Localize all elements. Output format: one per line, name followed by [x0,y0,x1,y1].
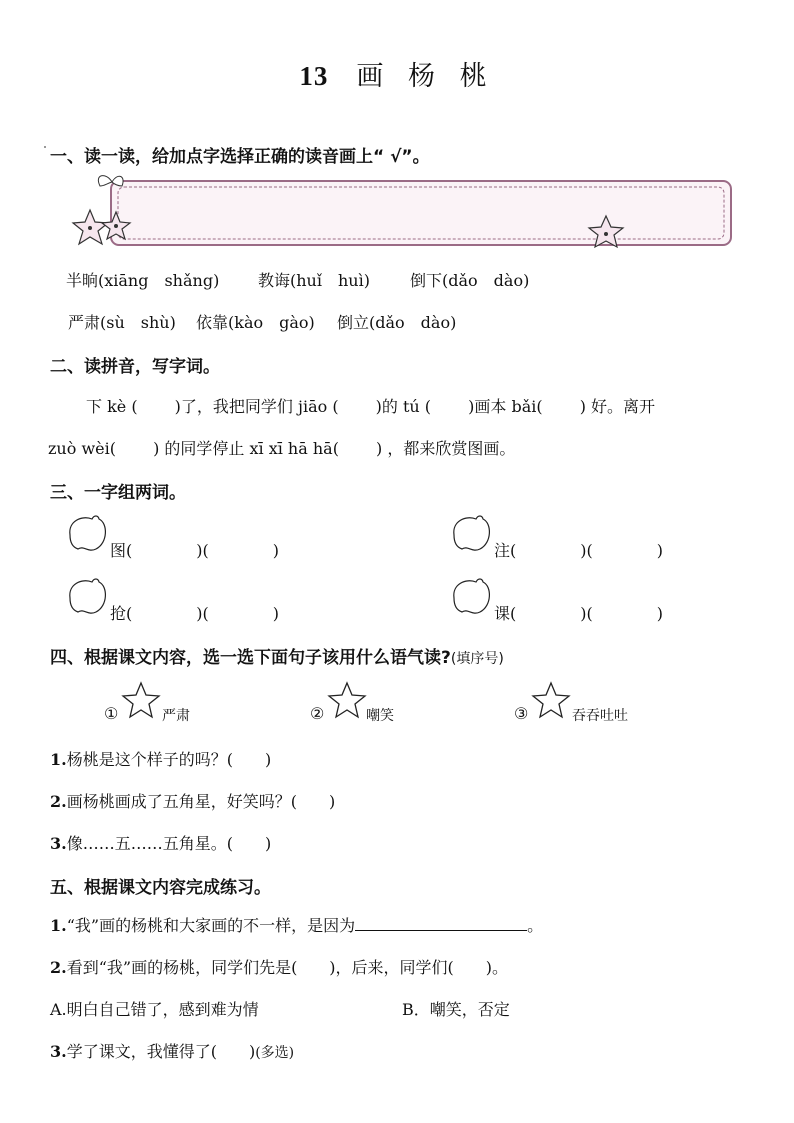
lesson-number: 13 [299,61,329,91]
option-1 [104,704,118,723]
question-end: 。 [527,916,544,935]
s3-item-1: 图( )( ) [110,541,279,560]
question-number: 3. [50,834,67,853]
section4-heading-note: (填序号) [450,651,504,667]
s1-item-5: 依靠(kào gào) [196,313,315,332]
leaf-icon [450,513,494,555]
section1-heading: 一、读一读，给加点字选择正确的读音画上“ √”。 [50,147,430,167]
question-number: 1. [50,916,67,935]
answer-line[interactable] [355,914,527,931]
s3-item-2: 注( )( ) [494,541,663,560]
option-2 [310,704,324,723]
star-icon [120,680,162,720]
section2-heading: 二、读拼音，写字词。 [50,357,220,377]
question-number: 2. [50,792,67,811]
section4-heading-text: 四、根据课文内容，选一选下面句子该用什么语气读? [50,648,451,668]
question-number: 1. [50,750,67,769]
decorative-frame [66,170,744,260]
s5-question-1 [50,913,543,936]
question-text: 画杨桃画成了五角星，好笑吗？( ) [66,792,336,811]
question-text: 杨桃是这个样子的吗？( ) [66,750,272,769]
question-number: 3. [50,1042,67,1061]
option-label: 嘲笑 [366,708,394,724]
section3-heading: 三、一字组两词。 [50,483,186,503]
star-icon [530,680,572,720]
section4-heading [50,643,504,668]
s1-item-4: 严肃(sù shù) [68,313,176,332]
s3-item-3: 抢( )( ) [110,604,279,623]
s4-question-2 [50,789,335,812]
leaf-icon [66,576,110,618]
question-text: 看到“我”画的杨桃，同学们先是( )，后来，同学们( )。 [66,958,509,977]
section5-heading: 五、根据课文内容完成练习。 [50,878,271,898]
s4-question-1 [50,747,271,770]
s4-question-3 [50,831,271,854]
question-text: 像……五……五角星。( ) [66,834,272,853]
s2-line-2: zuò wèi( ) 的同学停止 xī xī hā hā( ) ，都来欣赏图画。 [48,439,516,458]
s5-question-2 [50,955,508,978]
s1-item-3: 倒下(dǎo dào) [410,271,530,290]
s5-question-3 [50,1039,294,1062]
leaf-icon [450,576,494,618]
s5-option-b: B．嘲笑，否定 [402,1000,510,1019]
s3-item-4: 课( )( ) [494,604,663,623]
option-number: ① [104,704,119,723]
page-title [0,54,794,93]
s2-line-1: 下 kè ( )了，我把同学们 jiāo ( )的 tú ( )画本 bǎi( ) 好。离开 [86,397,656,416]
s5-option-a: A.明白自己错了，感到难为情 [50,1000,259,1019]
s1-item-1: 半晌(xiāng shǎng) [66,271,220,290]
leaf-icon [66,513,110,555]
question-text: 学了课文，我懂得了( ) [66,1042,256,1061]
question-number: 2. [50,958,67,977]
option-label: 吞吞吐吐 [572,708,628,724]
option-label: 严肃 [162,708,190,724]
option-3 [514,704,528,723]
question-note: (多选) [255,1045,295,1061]
lesson-title: 画 杨 桃 [356,61,495,92]
option-number: ③ [514,704,529,723]
s1-item-6: 倒立(dǎo dào) [337,313,457,332]
star-icon [326,680,368,720]
option-number: ② [310,704,325,723]
s1-item-2: 教诲(huǐ huì) [258,271,370,290]
question-text: “我”画的杨桃和大家画的不一样，是因为 [66,916,356,935]
page-dot [44,146,46,148]
